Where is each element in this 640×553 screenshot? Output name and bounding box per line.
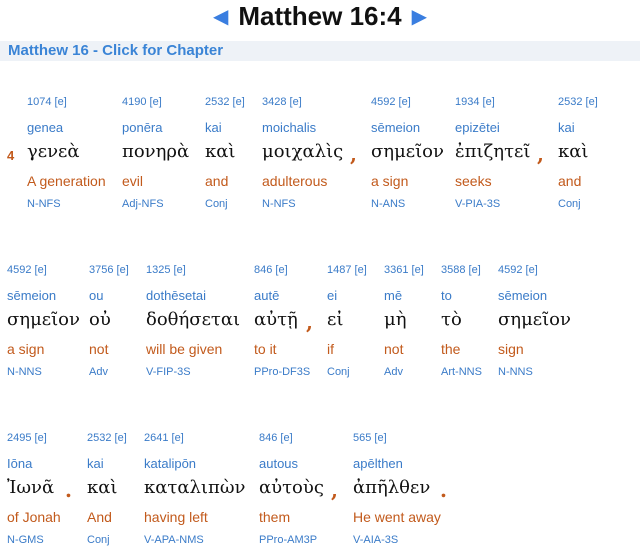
greek-word: γενεὰ: [27, 141, 80, 162]
strongs-number-link[interactable]: 2641 [e]: [144, 432, 184, 444]
parsing-link[interactable]: Conj: [558, 198, 581, 210]
transliteration-link[interactable]: ei: [327, 288, 338, 303]
transliteration-link[interactable]: katalipōn: [144, 456, 197, 471]
parsing-link[interactable]: Adv: [384, 366, 403, 378]
strongs-number-link[interactable]: 3588 [e]: [441, 264, 481, 276]
english-gloss: of Jonah: [7, 509, 61, 525]
greek-word: αὐτῇ: [254, 309, 298, 330]
transliteration-link[interactable]: mē: [384, 288, 403, 303]
english-gloss: not: [384, 341, 404, 357]
period-punctuation: .: [65, 478, 72, 502]
parsing-link[interactable]: N-NNS: [498, 366, 533, 378]
strongs-number-link[interactable]: 4592 [e]: [498, 264, 538, 276]
transliteration-link[interactable]: epizētei: [455, 120, 500, 135]
parsing-link[interactable]: PPro-DF3S: [254, 366, 311, 378]
transliteration-link[interactable]: to: [441, 288, 452, 303]
english-gloss: A generation: [27, 173, 106, 189]
greek-word: Ἰωνᾶ: [7, 477, 55, 498]
transliteration-link[interactable]: genea: [27, 120, 64, 135]
greek-word: μοιχαλὶς: [262, 141, 344, 162]
english-gloss: evil: [122, 173, 144, 189]
strongs-number-link[interactable]: 2532 [e]: [87, 432, 127, 444]
transliteration-link[interactable]: apēlthen: [353, 456, 403, 471]
transliteration-link[interactable]: ou: [89, 288, 104, 303]
parsing-link[interactable]: Conj: [327, 366, 350, 378]
parsing-link[interactable]: V-AIA-3S: [353, 534, 399, 546]
greek-word: ἐπιζητεῖ: [455, 141, 531, 162]
transliteration-link[interactable]: sēmeion: [371, 120, 421, 135]
english-gloss: And: [87, 509, 112, 525]
chapter-link[interactable]: Matthew 16 - Click for Chapter: [8, 42, 224, 59]
english-gloss: and: [205, 173, 229, 189]
strongs-number-link[interactable]: 3428 [e]: [262, 96, 302, 108]
strongs-number-link[interactable]: 4190 [e]: [122, 96, 162, 108]
transliteration-link[interactable]: autous: [259, 456, 299, 471]
greek-word: σημεῖον: [498, 309, 571, 330]
greek-word: οὐ: [89, 309, 111, 330]
transliteration-link[interactable]: Iōna: [7, 456, 33, 471]
english-gloss: He went away: [353, 509, 441, 525]
greek-word: τὸ: [441, 309, 462, 330]
english-gloss: will be given: [146, 341, 223, 357]
greek-word: εἰ: [327, 309, 344, 330]
english-gloss: the: [441, 341, 461, 357]
greek-word: σημεῖον: [371, 141, 444, 162]
parsing-link[interactable]: Conj: [205, 198, 228, 210]
greek-word: καὶ: [87, 477, 118, 498]
strongs-number-link[interactable]: 846 [e]: [254, 264, 288, 276]
strongs-number-link[interactable]: 4592 [e]: [371, 96, 411, 108]
transliteration-link[interactable]: sēmeion: [498, 288, 548, 303]
strongs-number-link[interactable]: 2532 [e]: [558, 96, 598, 108]
greek-word: σημεῖον: [7, 309, 80, 330]
parsing-link[interactable]: Art-NNS: [441, 366, 482, 378]
parsing-link[interactable]: V-PIA-3S: [455, 198, 501, 210]
parsing-link[interactable]: V-APA-NMS: [144, 534, 204, 546]
strongs-number-link[interactable]: 1074 [e]: [27, 96, 67, 108]
english-gloss: a sign: [7, 341, 45, 357]
greek-word: αὐτοὺς: [259, 477, 324, 498]
transliteration-link[interactable]: ponēra: [122, 120, 163, 135]
english-gloss: them: [259, 509, 291, 525]
parsing-link[interactable]: N-ANS: [371, 198, 406, 210]
transliteration-link[interactable]: moichalis: [262, 120, 317, 135]
transliteration-link[interactable]: kai: [87, 456, 104, 471]
parsing-link[interactable]: Adj-NFS: [122, 198, 164, 210]
next-verse-arrow-icon[interactable]: ▶: [411, 4, 428, 28]
transliteration-link[interactable]: sēmeion: [7, 288, 57, 303]
parsing-link[interactable]: Conj: [87, 534, 110, 546]
strongs-number-link[interactable]: 846 [e]: [259, 432, 293, 444]
english-gloss: to it: [254, 341, 277, 357]
greek-word: μὴ: [384, 309, 407, 330]
parsing-link[interactable]: Adv: [89, 366, 108, 378]
greek-word: πονηρὰ: [122, 141, 190, 162]
strongs-number-link[interactable]: 1325 [e]: [146, 264, 186, 276]
english-gloss: if: [327, 341, 334, 357]
comma-punctuation: ,: [306, 310, 313, 334]
verse-header: [0, 0, 640, 32]
strongs-number-link[interactable]: 4592 [e]: [7, 264, 47, 276]
greek-word: δοθήσεται: [146, 309, 241, 330]
english-gloss: adulterous: [262, 173, 328, 189]
period-punctuation: .: [440, 478, 447, 502]
parsing-link[interactable]: N-GMS: [7, 534, 44, 546]
transliteration-link[interactable]: dothēsetai: [146, 288, 206, 303]
strongs-number-link[interactable]: 1934 [e]: [455, 96, 495, 108]
english-gloss: a sign: [371, 173, 409, 189]
parsing-link[interactable]: V-FIP-3S: [146, 366, 191, 378]
verse-title: Matthew 16:4: [238, 1, 402, 31]
strongs-number-link[interactable]: 3361 [e]: [384, 264, 424, 276]
english-gloss: not: [89, 341, 109, 357]
strongs-number-link[interactable]: 2495 [e]: [7, 432, 47, 444]
parsing-link[interactable]: N-NNS: [7, 366, 42, 378]
prev-verse-arrow-icon[interactable]: ◀: [212, 4, 229, 28]
strongs-number-link[interactable]: 2532 [e]: [205, 96, 245, 108]
strongs-number-link[interactable]: 3756 [e]: [89, 264, 129, 276]
greek-word: ἀπῆλθεν: [353, 477, 431, 498]
title-wrap: [213, 2, 427, 30]
transliteration-link[interactable]: kai: [205, 120, 222, 135]
comma-punctuation: ,: [331, 478, 338, 502]
chapter-bar: [0, 41, 640, 61]
greek-word: καὶ: [558, 141, 589, 162]
english-gloss: sign: [498, 341, 524, 357]
comma-punctuation: ,: [537, 142, 544, 166]
parsing-link[interactable]: PPro-AM3P: [259, 534, 318, 546]
greek-word: καταλιπὼν: [144, 477, 246, 498]
transliteration-link[interactable]: kai: [558, 120, 575, 135]
strongs-number-link[interactable]: 565 [e]: [353, 432, 387, 444]
verse-number: 4: [7, 148, 15, 163]
parsing-link[interactable]: N-NFS: [27, 198, 61, 210]
comma-punctuation: ,: [350, 142, 357, 166]
english-gloss: seeks: [455, 173, 492, 189]
greek-word: καὶ: [205, 141, 236, 162]
transliteration-link[interactable]: autē: [254, 288, 280, 303]
strongs-number-link[interactable]: 1487 [e]: [327, 264, 367, 276]
english-gloss: and: [558, 173, 582, 189]
english-gloss: having left: [144, 509, 208, 525]
parsing-link[interactable]: N-NFS: [262, 198, 296, 210]
